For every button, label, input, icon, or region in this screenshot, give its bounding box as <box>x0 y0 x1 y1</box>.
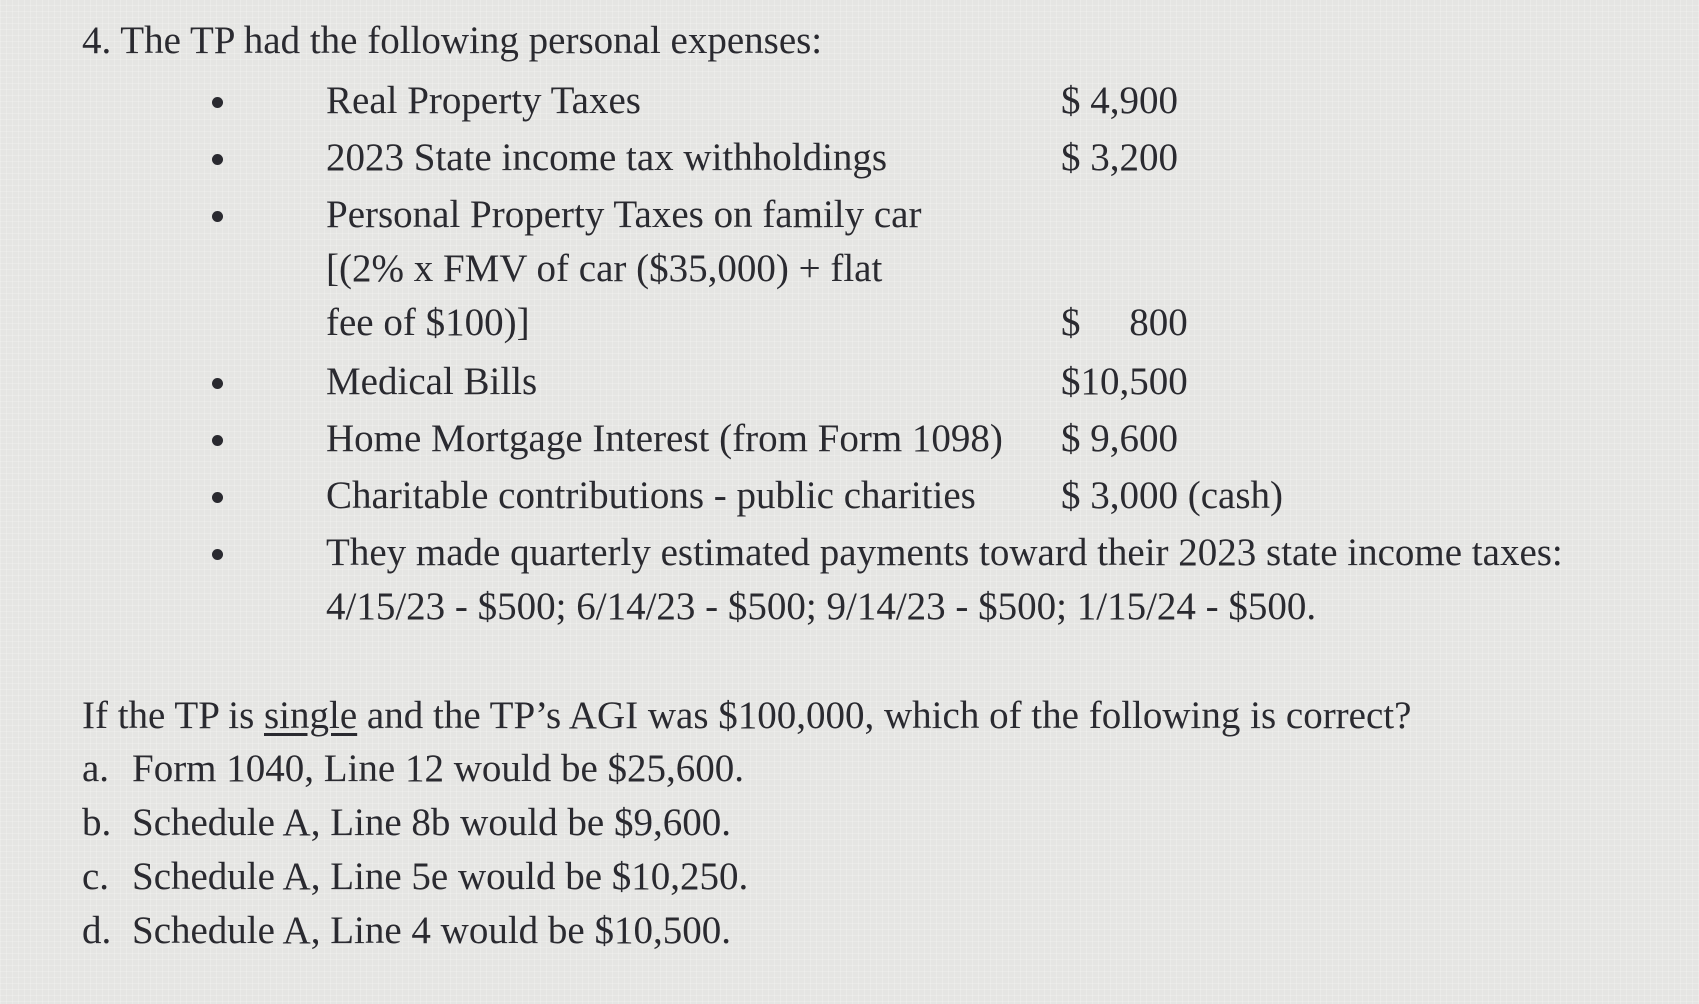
question-stem-emphasis: single <box>264 694 358 737</box>
bullet-icon <box>212 435 223 446</box>
heading-text: The TP had the following personal expenses: <box>120 19 823 62</box>
expense-item <box>0 192 1699 352</box>
answer-option-a[interactable] <box>82 746 744 791</box>
expense-label: Charitable contributions - public charities <box>326 474 976 517</box>
option-text: Schedule A, Line 5e would be $10,250. <box>132 855 749 898</box>
option-letter: b. <box>82 801 112 844</box>
expense-amount: $ 4,900 <box>1061 79 1178 122</box>
expense-label-line: fee of $100)] <box>326 301 530 344</box>
option-text: Form 1040, Line 12 would be $25,600. <box>132 747 745 790</box>
bullet-icon <box>212 378 223 389</box>
expense-amount: $10,500 <box>1061 360 1188 403</box>
question-stem <box>82 693 1411 738</box>
option-letter: d. <box>82 909 112 952</box>
expense-label: Home Mortgage Interest (from Form 1098) <box>326 417 1003 460</box>
option-text: Schedule A, Line 8b would be $9,600. <box>132 801 731 844</box>
bullet-icon <box>212 154 223 165</box>
expense-label-line: [(2% x FMV of car ($35,000) + flat <box>326 247 883 290</box>
expense-item <box>0 78 1699 134</box>
expense-amount: $ 3,200 <box>1061 136 1178 179</box>
question-number: 4. <box>82 19 112 62</box>
bullet-icon <box>212 211 223 222</box>
expense-amount: $ 9,600 <box>1061 417 1178 460</box>
option-letter: a. <box>82 747 110 790</box>
bullet-icon <box>212 492 223 503</box>
expense-label: 2023 State income tax withholdings <box>326 136 888 179</box>
answer-option-c[interactable] <box>82 854 748 899</box>
question-stem-before: If the TP is <box>82 694 264 737</box>
expense-label: Medical Bills <box>326 360 538 403</box>
expense-label-line: 4/15/23 - $500; 6/14/23 - $500; 9/14/23 - $500; 1/15/24 - $500. <box>326 585 1317 628</box>
expense-item <box>0 359 1699 415</box>
expense-label: Real Property Taxes <box>326 79 641 122</box>
expense-item <box>0 416 1699 472</box>
option-letter: c. <box>82 855 110 898</box>
expense-label-line: Personal Property Taxes on family car <box>326 193 922 236</box>
answer-option-d[interactable] <box>82 908 731 953</box>
bullet-icon <box>212 97 223 108</box>
expense-amount: $ 800 <box>1061 301 1188 344</box>
bullet-icon <box>212 549 223 560</box>
expense-label-line: They made quarterly estimated payments toward their 2023 state income taxes: <box>326 531 1563 574</box>
question-stem-after: and the TP’s AGI was $100,000, which of the following is correct? <box>357 694 1412 737</box>
question-heading <box>82 18 822 63</box>
option-text: Schedule A, Line 4 would be $10,500. <box>132 909 731 952</box>
expense-item <box>0 473 1699 529</box>
answer-option-b[interactable] <box>82 800 731 845</box>
expense-item <box>0 530 1699 640</box>
expense-item <box>0 135 1699 191</box>
expense-amount: $ 3,000 (cash) <box>1061 474 1284 517</box>
